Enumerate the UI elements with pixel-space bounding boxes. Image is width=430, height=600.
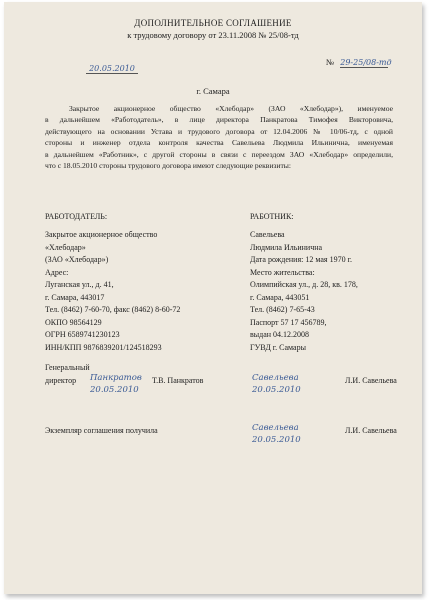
body-line: в дальнейшем «Работник», с другой стороны в связи с переездом ЗАО «Хлебодар» определили, — [45, 149, 393, 159]
employer-line: Луганская ул., д. 41, — [45, 280, 114, 289]
copy-received-label: Экземпляр соглашения получила — [45, 426, 158, 435]
employee-line: Тел. (8462) 7-65-43 — [250, 305, 315, 314]
director-signature: Панкратов — [90, 373, 142, 383]
employee-sign-date: 20.05.2010 — [252, 385, 301, 395]
employee-heading: РАБОТНИК: — [250, 212, 294, 221]
number-label: № — [326, 57, 335, 67]
employer-line: «Хлебодар» — [45, 242, 86, 252]
body-line: Закрытое акционерное общество «Хлебодар» (ЗАО «Хлебодар»), именуемое — [69, 104, 393, 113]
employer-line: ОКПО 98564129 — [45, 317, 102, 327]
employee-line: Паспорт 57 17 456789, — [250, 317, 327, 327]
copy-signature: Савельева — [252, 423, 299, 433]
agreement-date-field — [86, 58, 138, 76]
agreement-number-field — [326, 57, 392, 68]
employee-details — [250, 229, 358, 354]
document-title: ДОПОЛНИТЕЛЬНОЕ СОГЛАШЕНИЕ — [134, 18, 292, 28]
employee-line: г. Самара, 443051 — [250, 292, 310, 302]
director-sign-date: 20.05.2010 — [90, 385, 139, 395]
city: г. Самара — [196, 86, 230, 96]
employer-line: Закрытое акционерное общество — [45, 230, 158, 239]
body-line: действующего на основании Устава и трудового договора от 12.04.2006 № 10/06-тд, с одной — [45, 126, 393, 136]
document-subtitle: к трудовому договору от 23.11.2008 № 25/08-тд — [127, 30, 299, 40]
employee-line: Людмила Ильинична — [250, 242, 323, 252]
director-title-line2: директор — [45, 376, 77, 385]
employee-line: Место жительства: — [250, 267, 315, 277]
employer-heading: РАБОТОДАТЕЛЬ: — [45, 212, 108, 221]
agreement-number: 29-25/08-тд — [340, 58, 392, 67]
employer-line: г. Самара, 443017 — [45, 292, 105, 302]
employer-line: Тел. (8462) 7-60-70, факс (8462) 8-60-72 — [45, 305, 181, 314]
copy-name: Л.И. Савельева — [345, 426, 397, 435]
employer-line: Адрес: — [45, 267, 69, 277]
employee-line: ГУВД г. Самары — [250, 342, 306, 352]
body-line: стороны и инженер отдела контроля качества Савельева Людмила Ильинична, именуемая — [45, 138, 393, 148]
document-page — [4, 2, 422, 594]
employer-line: (ЗАО «Хлебодар») — [45, 255, 109, 264]
employee-signature: Савельева — [252, 373, 299, 383]
body-line: в дальнейшем «Работодатель», в лице директора Панкратова Тимофея Викторовича, — [45, 115, 393, 125]
employee-line: Олимпийская ул., д. 28, кв. 178, — [250, 280, 358, 289]
employer-details — [45, 229, 180, 354]
body-line: что с 18.05.2010 стороны трудового договора имеют следующие реквизиты: — [45, 161, 292, 171]
employee-line: Дата рождения: 12 мая 1970 г. — [250, 255, 352, 264]
agreement-body — [45, 103, 393, 171]
employer-line: ОГРН 6589741230123 — [45, 330, 120, 339]
employee-line: Савельева — [250, 230, 285, 239]
agreement-date: 20.05.2010 — [86, 64, 138, 74]
copy-sign-date: 20.05.2010 — [252, 435, 301, 445]
employee-name: Л.И. Савельева — [345, 376, 397, 385]
employer-line: ИНН/КПП 9876839201/124518293 — [45, 342, 162, 352]
employee-line: выдан 04.12.2008 — [250, 330, 310, 339]
director-title-line1: Генеральный — [45, 363, 90, 372]
director-name: Т.В. Панкратов — [152, 376, 204, 385]
